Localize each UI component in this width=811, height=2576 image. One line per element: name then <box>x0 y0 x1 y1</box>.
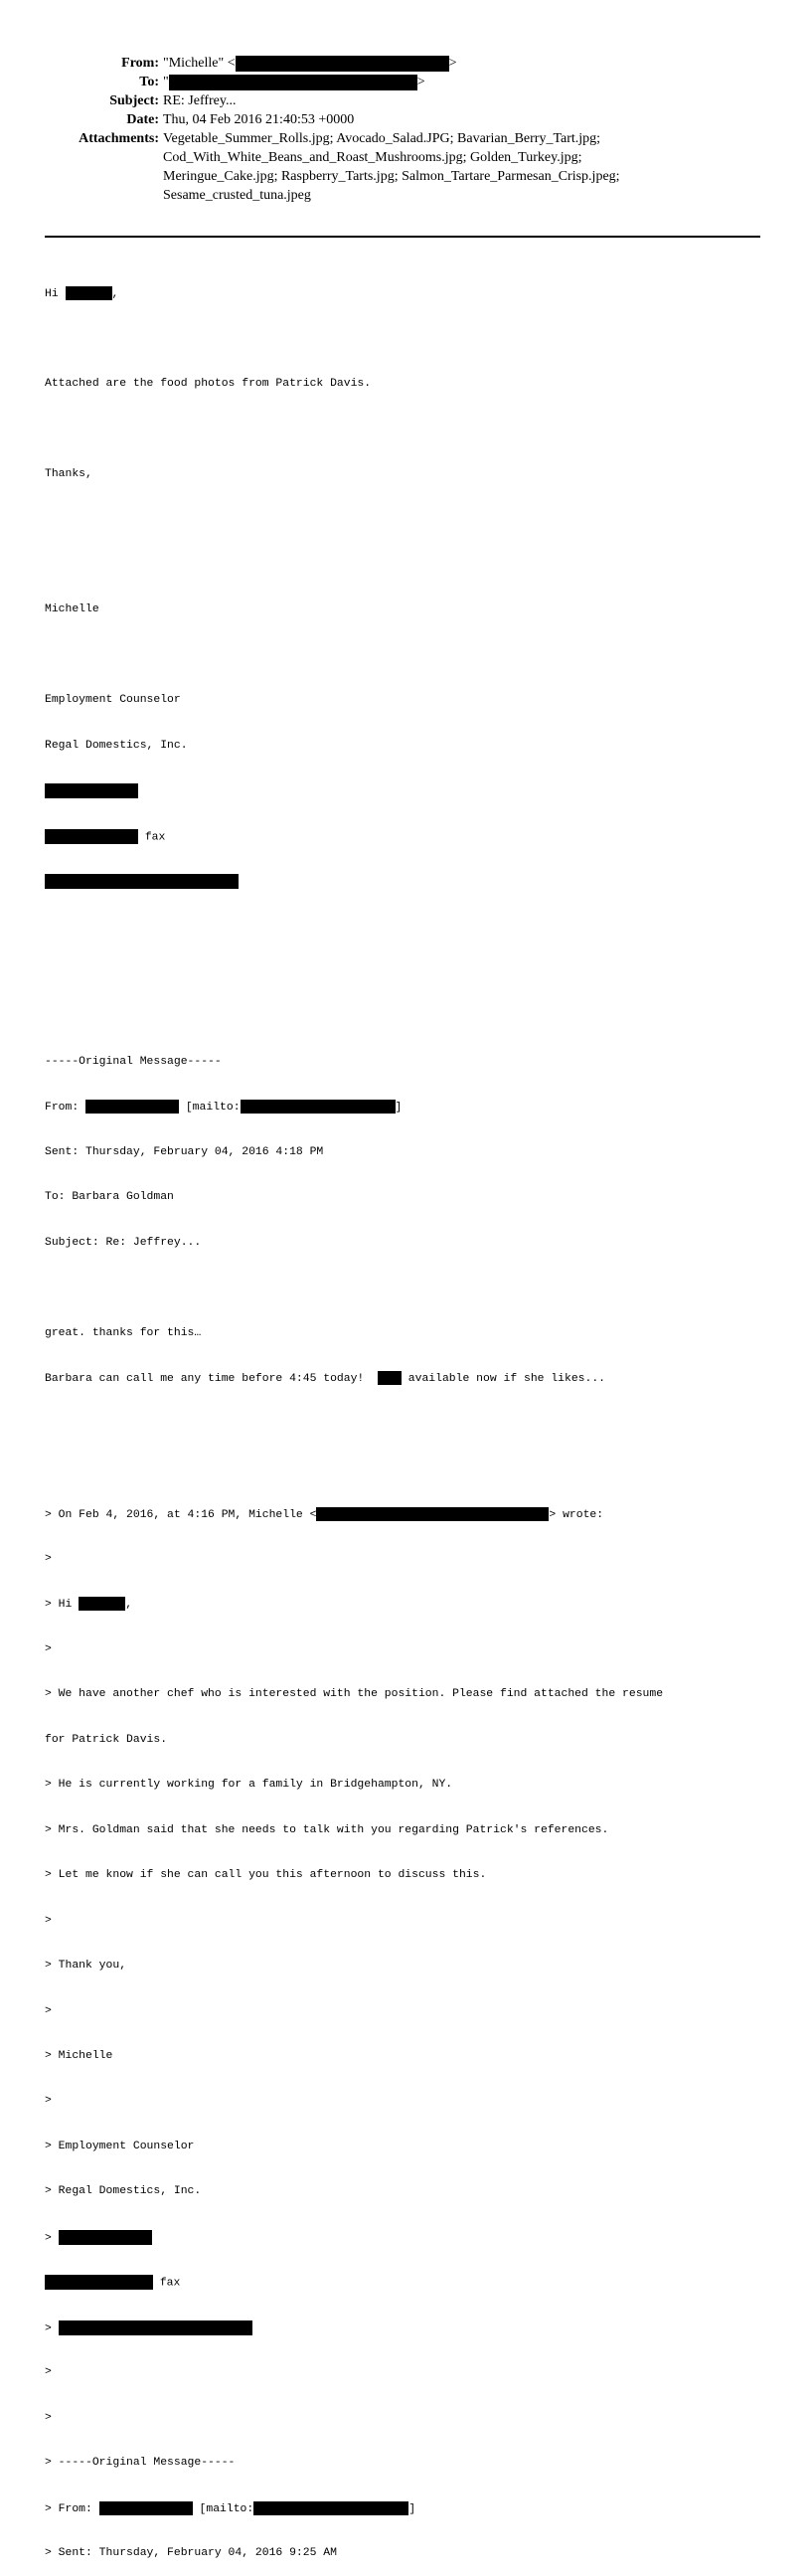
original-to: To: Barbara Goldman <box>45 1191 174 1204</box>
subject-value: RE: Jeffrey... <box>163 93 237 108</box>
quote-text: > He is currently working for a family in Bridgehampton, NY. <box>45 1779 453 1792</box>
quote-marker: > <box>45 2095 52 2108</box>
signature-email <box>45 874 780 889</box>
quote-text: > Let me know if she can call you this afternoon to discuss this. <box>45 1869 487 1882</box>
original-from: From: [mailto: ] <box>45 1100 780 1115</box>
attachments-list <box>163 129 620 205</box>
redaction-block <box>66 286 112 300</box>
original-sent: Sent: Thursday, February 04, 2016 4:18 PM <box>45 1145 324 1158</box>
message-body <box>45 257 780 2576</box>
attachments-label: Attachments: <box>79 131 159 146</box>
redaction-block <box>45 2275 153 2290</box>
email-header <box>0 54 811 205</box>
quote-marker: > <box>45 2004 52 2017</box>
quote-title: > Employment Counselor <box>45 2140 195 2152</box>
from-row <box>0 54 811 73</box>
quote-fax: fax <box>45 2275 780 2290</box>
quote-marker: > <box>45 2366 52 2379</box>
redaction-block <box>45 783 138 798</box>
quote-marker: > <box>45 1642 52 1655</box>
to-label: To: <box>139 75 159 89</box>
quote-name: > Michelle <box>45 2049 113 2062</box>
attachments-row <box>0 129 811 205</box>
date-label: Date: <box>126 112 159 127</box>
signature-company: Regal Domestics, Inc. <box>45 739 188 752</box>
quote-text: > Mrs. Goldman said that she needs to talk with you regarding Patrick's references. <box>45 1823 609 1836</box>
redaction-block <box>378 1371 402 1385</box>
quote-from: > From: [mailto: ] <box>45 2501 780 2516</box>
signature-title: Employment Counselor <box>45 694 181 707</box>
quote-company: > Regal Domestics, Inc. <box>45 2185 202 2198</box>
redaction-block <box>241 1100 396 1114</box>
redaction-block <box>85 1100 179 1114</box>
redaction-block <box>59 2320 252 2335</box>
attachments-line: Meringue_Cake.jpg; Raspberry_Tarts.jpg; Salmon_Tartare_Parmesan_Crisp.jpeg; <box>163 169 620 184</box>
subject-label: Subject: <box>109 93 159 108</box>
quote-greeting: > Hi , <box>45 1597 780 1612</box>
quote-original-divider: > -----Original Message----- <box>45 2457 236 2470</box>
redaction-block <box>99 2501 193 2515</box>
redaction-block <box>236 56 449 72</box>
quote-marker: > <box>45 2411 52 2424</box>
attachments-line: Sesame_crusted_tuna.jpeg <box>163 188 311 203</box>
from-label: From: <box>121 56 159 71</box>
greeting: Hi , <box>45 286 780 301</box>
signature-name: Michelle <box>45 603 99 616</box>
redaction-block <box>45 874 239 889</box>
intro-text: Attached are the food photos from Patrick Davis. <box>45 378 372 391</box>
from-value: "Michelle" < > <box>163 56 457 71</box>
date-row <box>0 110 811 129</box>
redaction-block <box>316 1507 549 1521</box>
to-row <box>0 73 811 91</box>
signature-phone <box>45 783 780 798</box>
quote-marker: > <box>45 1914 52 1927</box>
quote-text: > We have another chef who is interested with the position. Please find attached the resume <box>45 1688 664 1701</box>
quote-text: for Patrick Davis. <box>45 1733 168 1746</box>
header-divider <box>45 236 760 238</box>
reply-line: great. thanks for this… <box>45 1326 202 1339</box>
quote-sent: > Sent: Thursday, February 04, 2016 9:25 AM <box>45 2546 337 2559</box>
redaction-block <box>253 2501 408 2515</box>
to-value: " > <box>163 75 425 89</box>
signature-fax: fax <box>45 829 780 844</box>
quote-header: > On Feb 4, 2016, at 4:16 PM, Michelle < > wrote: <box>45 1507 780 1522</box>
attachments-line: Vegetable_Summer_Rolls.jpg; Avocado_Salad.JPG; Bavarian_Berry_Tart.jpg; <box>163 131 601 146</box>
quote-email: > <box>45 2320 780 2335</box>
quote-thanks: > Thank you, <box>45 1960 127 1973</box>
redaction-block <box>45 829 138 844</box>
thanks-text: Thanks, <box>45 468 92 481</box>
original-subject: Subject: Re: Jeffrey... <box>45 1236 202 1249</box>
original-message-divider: -----Original Message----- <box>45 1056 222 1069</box>
quote-marker: > <box>45 1553 52 1565</box>
reply-line: Barbara can call me any time before 4:45 today! available now if she likes... <box>45 1371 780 1386</box>
date-value: Thu, 04 Feb 2016 21:40:53 +0000 <box>163 112 355 127</box>
redaction-block <box>59 2230 152 2245</box>
redaction-block <box>79 1597 125 1611</box>
redaction-block <box>169 75 417 90</box>
attachments-line: Cod_With_White_Beans_and_Roast_Mushrooms.jpg; Golden_Turkey.jpg; <box>163 150 582 165</box>
subject-row <box>0 91 811 110</box>
quote-phone: > <box>45 2230 780 2245</box>
